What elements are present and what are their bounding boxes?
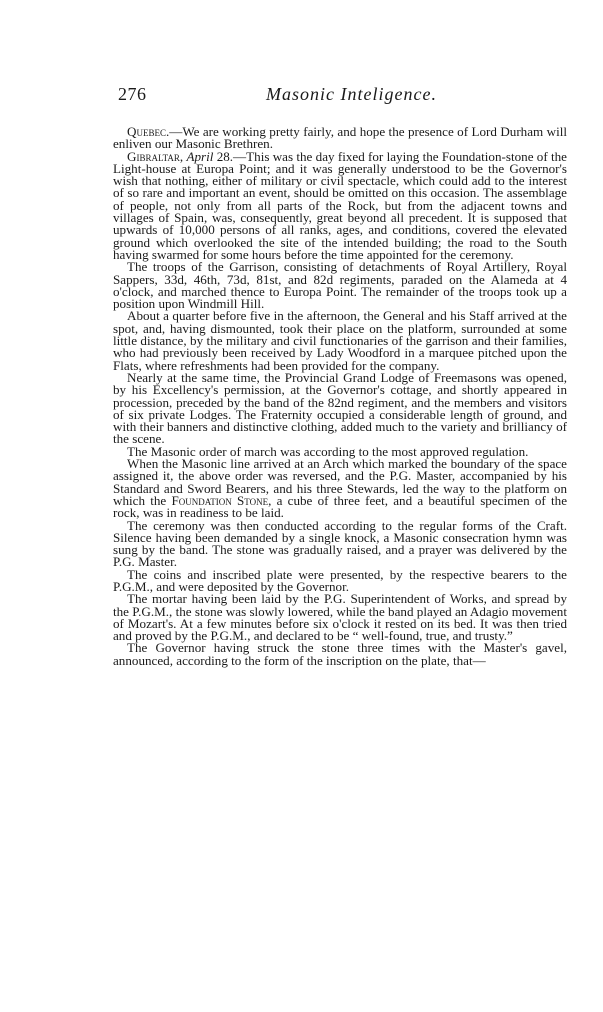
paragraph-mortar: The mortar having been laid by the P.G. Superintendent of Works, and spread by the P.G.M., the stone was slowly lowered, while the band played an Adagio movement of Mozart's. At a few minutes before six o'clock it rested on its bed. It was then tried and proved by the P.G.M., and declared to be “ well-found, true, and trusty.” — [113, 591, 567, 644]
article-body — [113, 126, 567, 667]
paragraph-text: —We are working pretty fairly, and hope the presence of Lord Durham will enliven our Masonic Brethren. — [113, 124, 567, 152]
paragraph-coins: The coins and inscribed plate were presented, by the respective bearers to the P.G.M., and were deposited by the Governor. — [113, 566, 567, 594]
paragraph-ceremony: The ceremony was then conducted according to the regular forms of the Craft. Silence having been demanded by a single knock, a Masonic consecration hymn was sung by the band. The stone was gradually raised, and a prayer was delivered by the P.G. Master. — [113, 517, 567, 570]
page-header — [118, 84, 548, 110]
running-title: Masonic Inteligence. — [266, 84, 437, 104]
paragraph-troops: The troops of the Garrison, consisting of detachments of Royal Artillery, Royal Sappers, 33d, 46th, 73d, 81st, and 82d regiments, paraded on the Alameda at 4 o'clock, and marched thence to Europa Point. The remainder of the troops took up a position upon Windmill Hill. — [113, 259, 567, 312]
paragraph-general-arrival: About a quarter before five in the afternoon, the General and his Staff arrived at the spot, and, having dismounted, took their place on the platform, surrounded at some little distance, by the military and civil functionaries of the garrison and their families, who had previously been received by Lady Woodford in a marquee pitched upon the Flats, where refreshments had been provided for the company. — [113, 308, 567, 373]
foundation-stone-term: Foundation Stone — [171, 492, 269, 508]
place-heading-quebec: Quebec. — [127, 124, 170, 139]
paragraph-governor-gavel: The Governor having struck the stone three times with the Master's gavel, announced, according to the form of the inscription on the plate, that— — [113, 640, 567, 668]
paragraph-order-of-march: The Masonic order of march was according to the most approved regulation. — [127, 443, 529, 459]
date-month: April — [186, 148, 214, 164]
paragraph-text: , a cube of three feet, and a beautiful specimen of the rock, was in readiness to be laid. — [113, 492, 568, 521]
paragraph-text: When the Masonic line arrived at an Arch which marked the boundary of the space assigned it, the above order was reversed, and the P.G. Master, accompanied by his Standard and Sword Bearers, and his three Stewards, led the way to the platform on which the — [113, 456, 567, 508]
paragraph-text: 28.—This was the day fixed for laying the Foundation-stone of the Light-house at Europa Point; and it was generally understood to be the Governor's wish that nothing, either of military or civil spectacle, which could add to the interest of so rare and important an event, should be omitted on this occasion. The assemblage of people, not only from all parts of the Rock, but from the adjacent towns and villages of Spain, was, consequently, great beyond all precedent. It is supposed that upwards of 10,000 persons of all ranks, ages, and conditions, covered the elevated ground which overlooked the site of the intended building; the road to the South having swarmed for some hours before the time appointed for the ceremony. — [113, 148, 567, 262]
paragraph-quebec — [113, 126, 567, 151]
paragraph-masonic-line — [113, 458, 567, 519]
place-heading-gibraltar: Gibraltar, — [127, 148, 184, 164]
paragraph-grand-lodge: Nearly at the same time, the Provincial Grand Lodge of Freemasons was opened, by his Excellency's permission, at the Governor's cottage, and shortly appeared in procession, preceded by the band of the 82nd regiment, and the members and visitors of six private Lodges. The Fraternity occupied a considerable length of ground, and with their banners and distinctive clothing, added much to the variety and brilliancy of the scene. — [113, 369, 567, 447]
page-number: 276 — [118, 84, 147, 104]
paragraph-gibraltar — [113, 148, 567, 262]
